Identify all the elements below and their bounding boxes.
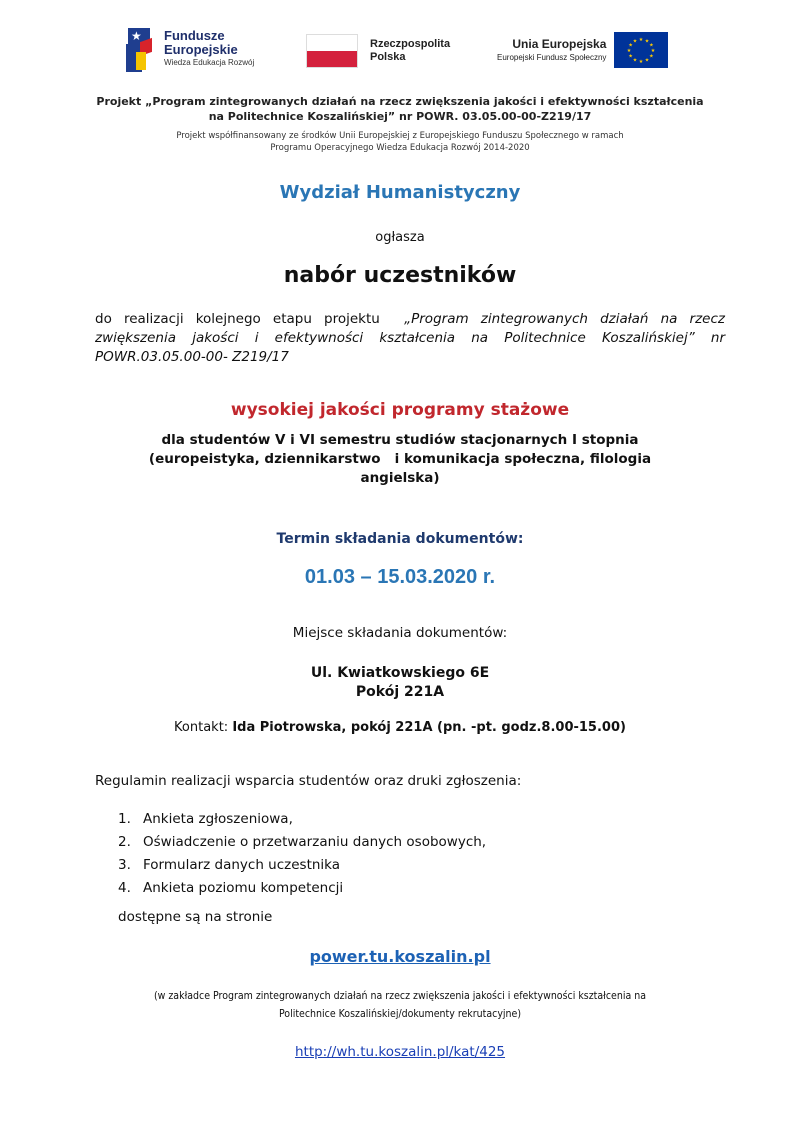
announces-text: ogłasza [375, 230, 425, 245]
rp-logo-line1: Rzeczpospolita [370, 38, 451, 50]
place-room: Pokój 221A [355, 684, 445, 700]
list-item-number: 2. [118, 834, 131, 850]
project-title-line2: na Politechnice Koszalińskiej” nr POWR. 03.05.00-00-Z219/17 [208, 110, 592, 123]
cofinancing-note [0, 130, 800, 154]
place-label: Miejsce składania dokumentów: [292, 625, 508, 641]
svg-text:★: ★ [628, 53, 634, 60]
tab-note-line2: Politechnice Koszalińskiej/dokumenty rekrutacyjne) [278, 1008, 522, 1020]
list-item-number: 1. [118, 811, 131, 827]
rp-logo-line2: Polska [370, 51, 406, 63]
intro-project-name: „Program zintegrowanych działań na rzecz zwiększenia jakości i efektywności kształcenia na Politechnice Koszalińskiej” nr POWR.03.05.00-00- Z219/17 [95, 311, 725, 365]
list-item [118, 808, 486, 831]
deadline-label: Termin składania dokumentów: [276, 531, 524, 547]
fundusze-europejskie-mark-icon: ★ [126, 26, 156, 72]
target-group-line3: angielska) [360, 470, 440, 486]
svg-text:★: ★ [628, 42, 634, 49]
target-group-line1: dla studentów V i VI semestru studiów stacjonarnych I stopnia [161, 432, 639, 448]
cofinancing-line1: Projekt współfinansowany ze środków Unii Europejskiej z Europejskiego Funduszu Społecznego w ramach [176, 131, 624, 141]
ue-logo-line2: Europejski Fundusz Społeczny [497, 53, 607, 62]
program-title: wysokiej jakości programy stażowe [230, 400, 570, 420]
fe-logo-line1: Fundusze [164, 28, 225, 43]
contact-value: Ida Piotrowska, pokój 221A (pn. -pt. godz.8.00-15.00) [232, 720, 626, 735]
svg-text:★: ★ [645, 57, 650, 64]
list-item [118, 854, 486, 877]
list-item-text: Ankieta poziomu kompetencji [143, 880, 344, 896]
contact-line [0, 720, 800, 735]
target-group-line2: (europeistyka, dziennikarstwo i komunikacja społeczna, filologia [148, 451, 652, 467]
list-item [118, 877, 486, 900]
svg-text:★: ★ [639, 59, 644, 65]
svg-text:★: ★ [651, 48, 656, 54]
eu-flag-icon [614, 32, 668, 68]
list-item-number: 3. [118, 857, 131, 873]
list-item-text: Oświadczenie o przetwarzaniu danych osobowych, [143, 834, 487, 850]
svg-text:★: ★ [633, 38, 638, 45]
place-address [0, 664, 800, 702]
svg-text:★: ★ [639, 37, 644, 43]
available-text: dostępne są na stronie [118, 909, 273, 925]
list-item-text: Ankieta zgłoszeniowa, [143, 811, 293, 827]
cofinancing-line2: Programu Operacyjnego Wiedza Edukacja Rozwój 2014-2020 [270, 143, 530, 153]
faculty-url-link[interactable]: http://wh.tu.koszalin.pl/kat/425 [294, 1044, 506, 1060]
fe-logo-line3: Wiedza Edukacja Rozwój [164, 58, 255, 67]
svg-text:★: ★ [627, 48, 632, 54]
tab-note-line1: (w zakładce Program zintegrowanych działań na rzecz zwiększenia jakości i efektywności kształcenia na [153, 990, 647, 1002]
deadline-value: 01.03 – 15.03.2020 r. [304, 566, 496, 588]
contact-label: Kontakt: [174, 720, 229, 735]
documents-list [118, 808, 486, 900]
intro-plain-text: do realizacji kolejnego etapu projektu [95, 311, 380, 327]
svg-text:★: ★ [649, 53, 655, 60]
ue-logo-line1: Unia Europejska [512, 37, 607, 51]
list-item [118, 831, 486, 854]
list-item-text: Formularz danych uczestnika [143, 857, 341, 873]
project-title-line1: Projekt „Program zintegrowanych działań na rzecz zwiększenia jakości i efektywności kształcenia [96, 95, 704, 108]
fundusze-europejskie-logo [126, 26, 254, 72]
svg-text:★: ★ [633, 57, 638, 64]
documents-intro: Regulamin realizacji wsparcia studentów oraz druki zgłoszenia: [95, 773, 522, 789]
faculty-name: Wydział Humanistyczny [279, 182, 521, 203]
svg-text:★: ★ [645, 38, 650, 45]
rzeczpospolita-polska-logo [306, 34, 450, 68]
intro-paragraph [95, 310, 725, 367]
tab-note [0, 987, 800, 1023]
headline: nabór uczestników [283, 263, 517, 288]
project-site-link[interactable]: power.tu.koszalin.pl [309, 947, 491, 966]
project-title [0, 94, 800, 124]
polish-flag-icon [306, 34, 358, 68]
unia-europejska-logo [497, 32, 668, 68]
target-group [0, 431, 800, 488]
list-item-number: 4. [118, 880, 131, 896]
fe-logo-line2: Europejskie [164, 42, 238, 57]
svg-text:★: ★ [649, 42, 655, 49]
place-street: Ul. Kwiatkowskiego 6E [310, 665, 490, 681]
